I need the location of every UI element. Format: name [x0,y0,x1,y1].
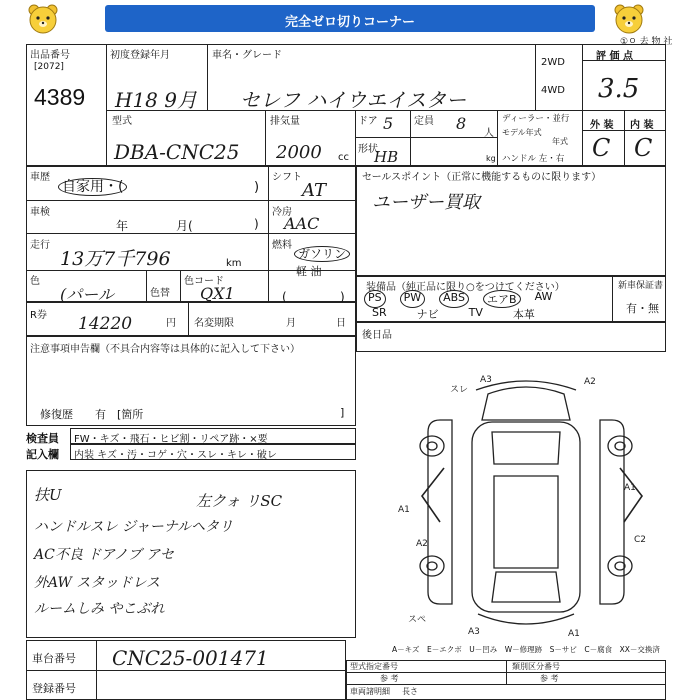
repair-history: 修復歴 有 [箇所 [40,408,144,421]
color-code-value: QX1 [200,284,235,303]
fuel-gasoline: ガソリン [294,245,350,262]
capacity-unit: 人 [484,128,494,139]
exterior-value: C [592,134,611,162]
model-value: DBA-CNC25 [114,140,240,164]
ac-label: 冷房 [272,207,292,218]
diagram-label: C2 [634,535,647,545]
note-line: AC不良 ドアノブ アセ [34,547,175,563]
chassis-value: CNC25-001471 [112,646,269,670]
equipment-row-1: PS PW ABS エアB AW [364,290,552,308]
lot-label: 出品番号 [30,50,70,61]
drive-4wd: 4WD [541,85,565,96]
footer-model-no: 型式指定番号 [350,662,398,671]
shift-label: シフト [272,172,302,183]
history-label: 車歴 [30,172,50,183]
dealer-label: ディーラー・並行 [502,114,570,124]
equipment-label: 装備品（純正品に限り○をつけてください） [366,282,565,293]
lot-number: 4389 [34,84,86,110]
fuel-paren-close: ) [340,290,345,304]
record-items: 内装 キズ・汚・コゲ・穴・スレ・キレ・破レ [74,450,277,461]
interior-label: 内 装 [630,120,654,131]
registration-day: 日 [336,318,346,329]
drive-2wd: 2WD [541,57,565,68]
registration-label: 名変期限 [194,318,234,329]
repair-history-close: ] [340,406,345,419]
inspection-year: 年 [116,219,129,233]
history-close: ) [254,180,260,195]
equipment-row-2: SR ナビ TV 本革 [372,306,535,321]
interior-value: C [634,134,653,162]
shape-label: 形状 [358,144,378,155]
footer-vehicle-row: 車両諸明細 [350,687,390,696]
diagram-label: A3 [468,627,480,637]
diagram-label: A2 [584,377,596,387]
recycle-value: 14220 [78,314,133,334]
note-line: 外AW スタッドレス [34,575,160,591]
history-value: 自家用・( [58,176,127,196]
handle-label: ハンドル 左・右 [502,154,565,164]
recycle-row [26,302,356,336]
model-year-label: モデル年式 [502,128,542,137]
diagram-label: A1 [624,483,636,493]
header-right: ①ㅇ 去 物 社 [620,37,673,47]
inspection-label: 車検 [30,207,50,218]
recycle-label: R券 [30,310,47,321]
notice-label: 注意事項申告欄（不具合内容等は具体的に記入して下さい） [30,344,300,355]
inspection-month: 月( [176,219,193,233]
score-value: 3.5 [598,74,640,104]
footer-ref2: 参 考 [540,674,559,683]
shift-value: AT [302,180,327,201]
diagram-label: スペ [408,615,427,625]
color-code-label: 色コード [184,276,224,287]
doors-value: 5 [383,114,394,133]
model-year-suffix: 年式 [552,137,568,146]
ac-value: AAC [284,214,320,233]
footer-ref: 参 考 [380,674,399,683]
diagram-label: A1 [398,505,410,515]
registration-month: 月 [286,318,296,329]
note-line: ルームしみ やこぶれ [34,601,165,617]
chassis-label: 車台番号 [32,652,76,665]
fuel-diesel: 軽 油 [296,265,322,278]
note-line: ハンドルスレ ジャーナルヘタリ [34,519,234,535]
inspection-close: ) [254,217,259,231]
mileage-value: 13万7千796 [60,248,171,270]
car-name-value: セレフ ハイウエイスター [240,88,467,112]
car-name-label: 車名・グレード [212,50,282,61]
shape-value: HB [374,148,399,166]
color-tone-label: 色替 [150,288,170,299]
sales-point-value: ユーザー買取 [372,192,480,213]
first-reg-value: H18 9月 [115,88,197,112]
note-right: 左クォ リSC [196,492,283,510]
fuel-paren-open: ( [282,290,287,304]
diagram-label: A3 [480,375,492,385]
record-label: 記入欄 [26,448,59,461]
fuel-label: 燃料 [272,240,292,251]
kg-label: kg [486,154,496,163]
displacement-value: 2000 [276,142,322,163]
banner-title: 完全ゼロ切りコーナー [284,15,415,30]
bear-mascot-icon [612,2,646,36]
capacity-label: 定員 [414,116,434,127]
color-value: (パール [60,285,114,304]
color-label: 色 [30,276,40,287]
score-label: 評 価 点 [596,51,633,62]
displacement-label: 排気量 [270,116,300,127]
seat-section [356,322,666,352]
mileage-label: 走行 [30,240,50,251]
model-label: 型式 [112,116,132,127]
mileage-unit: km [226,258,242,269]
warranty-label: 新車保証書 [618,281,664,291]
displacement-unit: cc [338,152,349,163]
inspector-items: FW・キズ・飛石・ヒビ割・リペア跡・×要 [74,434,268,445]
footer-length: 長さ [402,687,418,696]
lot-sub: [2072] [34,62,64,72]
diagram-label: A1 [568,629,580,639]
damage-legend: A－キズ E－エクボ U－凹み W－修理跡 S－サビ C－腐食 XX－交換済 [392,645,660,654]
capacity-value: 8 [456,114,467,133]
diagram-label: A2 [416,539,428,549]
car-damage-diagram [388,372,664,640]
inspector-label: 検査員 [26,432,59,445]
sales-point-label: セールスポイント（正常に機能するものに限ります） [362,172,602,183]
bear-mascot-icon [26,2,60,36]
seat-label: 後日品 [362,330,392,341]
doors-label: ドア [358,116,378,127]
recycle-unit: 円 [166,318,176,329]
reg-number-label: 登録番号 [32,682,76,695]
warranty-value: 有・無 [626,302,659,315]
note-line: 扶U [34,486,62,504]
diagram-label: スレ [450,385,469,395]
exterior-label: 外 装 [590,120,614,131]
footer-class-no: 類別区分番号 [512,662,560,671]
first-reg-label: 初度登録年月 [110,50,170,61]
